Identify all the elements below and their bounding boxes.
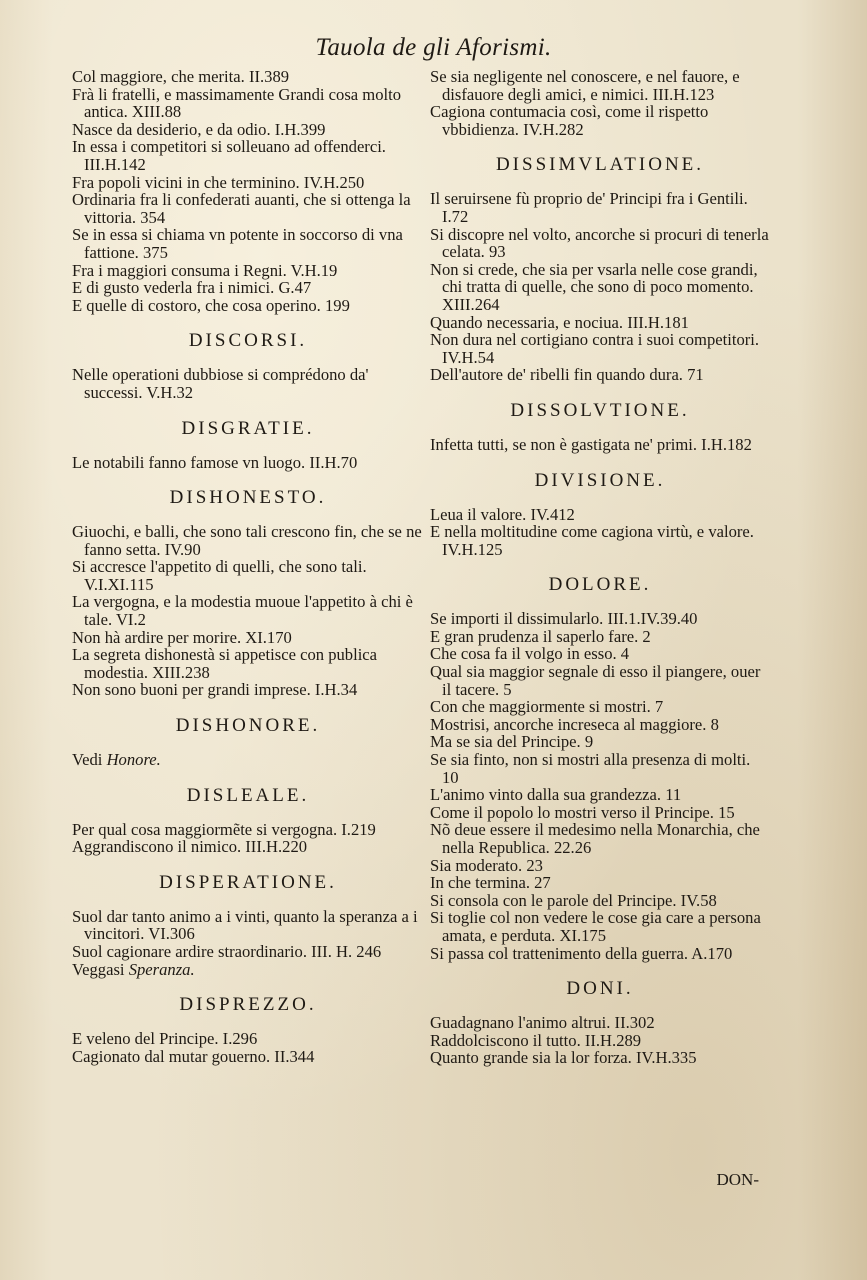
index-entry [72,174,424,192]
entry-text: La segreta dishonestà si appetisce con publica modestia. XIII.238 [72,645,378,682]
index-entry [430,821,770,856]
left-column [72,68,424,1065]
index-entry [72,138,424,173]
entry-text: Cagiona contumacia così, come il rispetto vbbidienza. IV.H.282 [430,102,709,139]
catchword: DON- [716,1170,759,1189]
index-entry [72,297,424,315]
entry-text: Si accresce l'appetito di quelli, che sono tali. V.I.XI.115 [72,557,367,594]
entry-text: Fra popoli vicini in che terminino. IV.H.250 [72,172,365,192]
section-heading: DOLORE. [548,574,652,596]
section-heading: DISHONESTO. [169,487,327,509]
index-entry [72,366,424,401]
entry-text: Cagionato dal mutar gouerno. II.344 [72,1046,315,1066]
entry-text: Guadagnano l'animo altrui. II.302 [430,1013,655,1033]
entry-text: Se sia negligente nel conoscere, e nel fauore, e disfauore degli amici, e nimici. III.H.123 [430,67,740,104]
index-entry [430,103,770,138]
right-column [430,68,770,1067]
entry-text: Quando necessaria, e nociua. III.H.181 [430,312,689,332]
index-entry [430,892,770,910]
index-entry [72,961,424,979]
index-entry [72,1048,424,1066]
section-heading: DISPERATIONE. [159,871,337,893]
entry-text: Ma se sia del Principe. 9 [430,732,594,752]
index-entry [72,558,424,593]
index-entry [430,261,770,314]
index-entry [430,506,770,524]
entry-text: Si passa col trattenimento della guerra. A.170 [430,943,733,963]
entry-text: Raddolciscono il tutto. II.H.289 [430,1030,642,1050]
entry-text: Suol dar tanto animo a i vinti, quanto la speranza a i vincitori. VI.306 [72,906,418,944]
entry-text: In essa i competitori si solleuano ad offenderci. III.H.142 [72,137,386,174]
index-entry [430,68,770,103]
entry-text: E quelle di costoro, che cosa operino. 199 [72,295,350,315]
entry-text: Non sono buoni per grandi imprese. I.H.34 [72,680,358,700]
entry-text: Vedi [72,750,107,770]
entry-text: Con che maggiormente si mostri. 7 [430,697,664,717]
section-heading: DIVISIONE. [534,469,666,491]
entry-text: Nõ deue essere il medesimo nella Monarchia, che nella Republica. 22.26 [430,820,760,857]
entry-text: In che termina. 27 [430,873,551,893]
section-heading: DISCORSI. [188,330,308,352]
entry-text: Si discopre nel volto, ancorche si procuri di tenerla celata. 93 [430,224,769,262]
index-entry [430,436,770,454]
cross-reference: Honore. [106,750,161,770]
entry-text: Per qual cosa maggiormẽte si vergogna. I.219 [72,819,376,839]
index-entry [430,366,770,384]
entry-text: Fra i maggiori consuma i Regni. V.H.19 [72,260,338,280]
index-entry [430,610,770,628]
index-entry [72,279,424,297]
index-entry [72,68,424,86]
entry-text: Sia moderato. 23 [430,855,543,875]
index-entry [72,262,424,280]
index-entry [430,733,770,751]
entry-text: Nasce da desiderio, e da odio. I.H.399 [72,119,326,139]
entry-text: Non hà ardire per morire. XI.170 [72,627,292,647]
index-entry [430,1032,770,1050]
index-entry [430,1049,770,1067]
entry-text: Qual sia maggior segnale di esso il piangere, ouer il tacere. 5 [430,662,761,699]
entry-text: Non dura nel cortigiano contra i suoi competitori. IV.H.54 [430,330,760,367]
entry-text: Frà li fratelli, e massimamente Grandi cosa molto antica. XIII.88 [72,84,402,122]
entry-text: Suol cagionare ardire straordinario. III. H. 246 [72,942,382,961]
index-entry [72,908,424,943]
entry-text: E nella moltitudine come cagiona virtù, e valore. IV.H.125 [430,522,754,559]
entry-text: E di gusto vederla fra i nimici. G.47 [72,278,312,298]
index-entry [430,523,770,558]
entry-text: Dell'autore de' ribelli fin quando dura. 71 [430,365,704,385]
index-entry [430,663,770,698]
index-entry [72,681,424,699]
entry-text: Se sia finto, non si mostri alla presenza di molti. 10 [430,750,751,787]
index-entry [430,786,770,804]
section-heading: DISGRATIE. [181,417,315,439]
index-entry [72,226,424,261]
index-entry [430,909,770,944]
index-entry [430,314,770,332]
entry-text: E veleno del Principe. I.296 [72,1029,258,1049]
index-entry [72,523,424,558]
cross-reference: Speranza. [128,959,195,979]
index-entry [430,698,770,716]
section-heading: DISSIMVLATIONE. [495,154,705,176]
index-entry [72,629,424,647]
index-entry [72,838,424,856]
entry-text: Si toglie col non vedere le cose gia care a persona amata, e perduta. XI.175 [430,908,761,945]
index-entry [72,121,424,139]
entry-text: Aggrandiscono il nimico. III.H.220 [72,837,308,857]
section-heading: DONI. [566,978,634,1000]
page-header: Tauola de gli Aforismi. [315,34,552,61]
entry-text: Col maggiore, che merita. II.389 [72,67,290,86]
entry-text: Che cosa fa il volgo in esso. 4 [430,644,630,664]
index-entry [430,628,770,646]
index-entry [72,1030,424,1048]
entry-text: Giuochi, e balli, che sono tali crescono fin, che se ne fanno setta. IV.90 [72,522,422,559]
entry-text: Veggasi [72,959,129,979]
entry-text: Come il popolo lo mostri verso il Principe. 15 [430,802,735,822]
entry-text: Mostrisi, ancorche increseca al maggiore. 8 [430,714,719,734]
index-entry [430,857,770,875]
index-entry [72,943,424,961]
index-entry [430,716,770,734]
index-entry [430,645,770,663]
index-entry [430,190,770,225]
index-entry [72,751,424,769]
index-entry [72,646,424,681]
section-heading: DISHONORE. [175,715,321,737]
entry-text: La vergogna, e la modestia muoue l'appetito à chi è tale. VI.2 [72,592,413,630]
section-heading: DISPREZZO. [179,994,317,1016]
entry-text: Infetta tutti, se non è gastigata ne' primi. I.H.182 [430,434,752,454]
index-entry [430,226,770,261]
entry-text: Ordinaria fra li confederati auanti, che si ottenga la vittoria. 354 [72,190,411,227]
index-entry [430,1014,770,1032]
index-entry [72,86,424,121]
index-entry [72,191,424,226]
entry-text: Nelle operationi dubbiose si comprédono da' successi. V.H.32 [72,365,369,402]
entry-text: Il seruirsene fù proprio de' Principi fra i Gentili. I.72 [430,189,748,226]
index-entry [430,874,770,892]
index-entry [430,804,770,822]
index-entry [72,454,424,472]
entry-text: Se importi il dissimularlo. III.1.IV.39.40 [430,609,698,629]
index-entry [430,331,770,366]
index-entry [430,945,770,963]
entry-text: E gran prudenza il saperlo fare. 2 [430,626,651,646]
section-heading: DISSOLVTIONE. [510,399,690,421]
entry-text: Se in essa si chiama vn potente in soccorso di vna fattione. 375 [72,225,403,262]
index-entry [72,593,424,628]
section-heading: DISLEALE. [186,784,310,806]
entry-text: Leua il valore. IV.412 [430,504,575,524]
entry-text: L'animo vinto dalla sua grandezza. 11 [430,785,682,805]
entry-text: Quanto grande sia la lor forza. IV.H.335 [430,1048,697,1068]
entry-text: Le notabili fanno famose vn luogo. II.H.70 [72,452,358,472]
entry-text: Non si crede, che sia per vsarla nelle cose grandi, chi tratta di quelle, che sono di poco momento. XIII.264 [430,259,758,314]
entry-text: Si consola con le parole del Principe. IV.58 [430,890,717,910]
index-entry [72,821,424,839]
index-entry [430,751,770,786]
